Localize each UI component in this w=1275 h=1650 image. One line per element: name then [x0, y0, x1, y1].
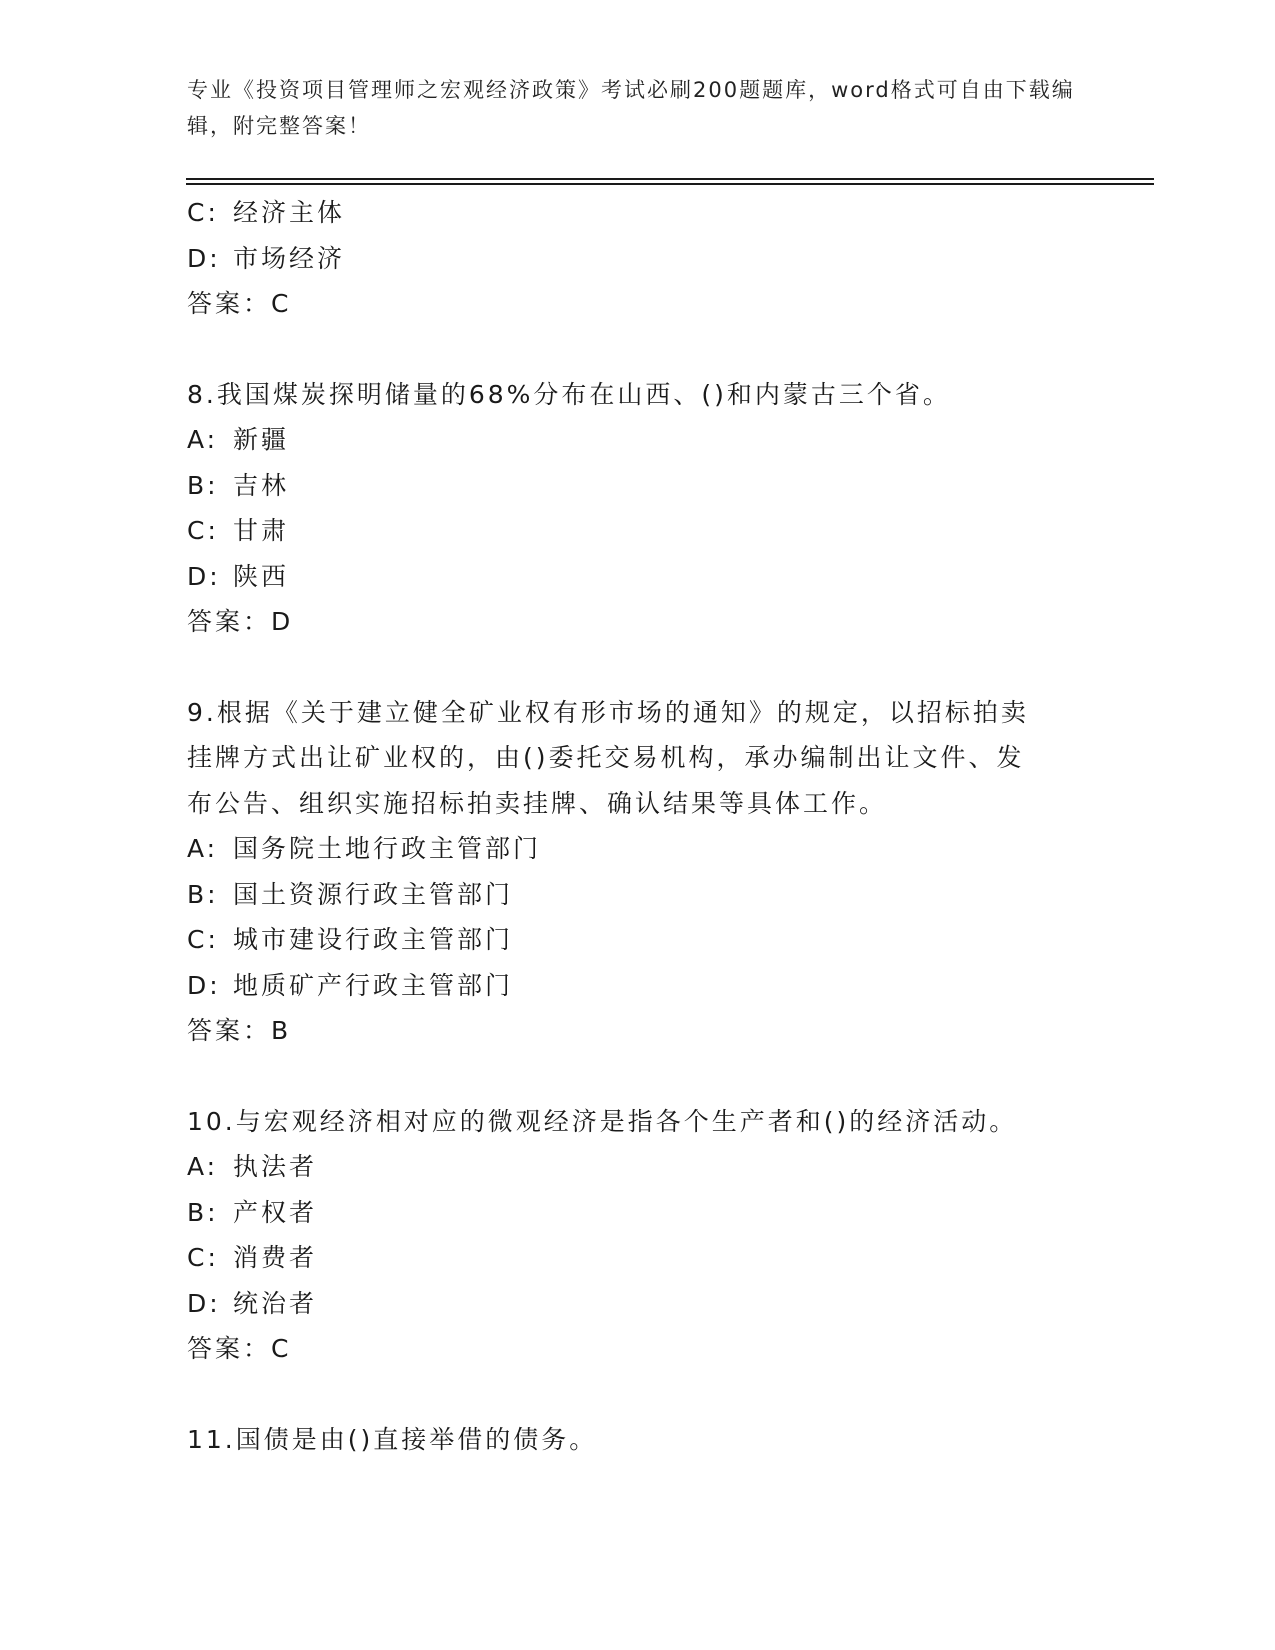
- option-a: [187, 826, 1067, 872]
- option-a: [187, 417, 1067, 463]
- option-c: [187, 1235, 1067, 1281]
- option-text: 吉林: [233, 470, 290, 500]
- question-text: 10.与宏观经济相对应的微观经济是指各个生产者和()的经济活动。: [187, 1106, 1018, 1136]
- header-divider-top: [186, 178, 1154, 180]
- option-c: [187, 917, 1067, 963]
- option-text: 市场经济: [233, 243, 346, 273]
- option-d: [187, 236, 1067, 282]
- question-9: [187, 690, 1067, 1054]
- option-c: [187, 190, 1067, 236]
- option-text: 国务院土地行政主管部门: [233, 834, 542, 863]
- option-label: A:: [187, 425, 219, 454]
- option-label: A:: [187, 834, 219, 863]
- option-label: C:: [187, 1243, 219, 1272]
- answer: 答案：C: [187, 1334, 292, 1363]
- option-label: D:: [187, 243, 221, 273]
- option-label: C:: [187, 925, 219, 954]
- question-text: 8.我国煤炭探明储量的68%分布在山西、()和内蒙古三个省。: [187, 379, 951, 409]
- option-d: [187, 554, 1067, 600]
- answer: 答案：C: [187, 289, 292, 318]
- option-text: 产权者: [233, 1197, 318, 1227]
- option-b: [187, 872, 1067, 918]
- question-text: 11.国债是由()直接举借的债务。: [187, 1424, 598, 1454]
- document-header: 专业《投资项目管理师之宏观经济政策》考试必刷200题题库，word格式可自由下载编辑，附完整答案！: [187, 78, 1075, 138]
- option-label: A:: [187, 1152, 219, 1181]
- option-label: C:: [187, 516, 219, 545]
- option-text: 陕西: [233, 561, 290, 591]
- option-text: 地质矿产行政主管部门: [233, 970, 514, 1000]
- option-text: 经济主体: [233, 198, 346, 227]
- option-label: B:: [187, 879, 219, 909]
- question-text-line-2: 挂牌方式出让矿业权的，由()委托交易机构，承办编制出让文件、发: [187, 743, 1025, 772]
- answer: 答案：B: [187, 1016, 292, 1045]
- option-text: 新疆: [233, 425, 290, 454]
- option-text: 消费者: [233, 1243, 318, 1272]
- option-b: [187, 463, 1067, 509]
- question-text-line-3: 布公告、组织实施招标拍卖挂牌、确认结果等具体工作。: [187, 788, 888, 818]
- option-text: 城市建设行政主管部门: [233, 925, 514, 954]
- option-label: B:: [187, 1197, 219, 1227]
- option-label: B:: [187, 470, 219, 500]
- question-11: [187, 1417, 1067, 1463]
- question-8: [187, 372, 1067, 645]
- question-10: [187, 1099, 1067, 1372]
- question-7-continued: [187, 190, 1067, 327]
- option-b: [187, 1190, 1067, 1236]
- option-d: [187, 963, 1067, 1009]
- option-a: [187, 1144, 1067, 1190]
- option-c: [187, 508, 1067, 554]
- option-text: 统治者: [233, 1288, 318, 1318]
- header-divider-bottom: [186, 183, 1154, 185]
- question-list: [187, 190, 1067, 1462]
- option-text: 甘肃: [233, 516, 290, 545]
- answer: 答案：D: [187, 607, 294, 636]
- option-label: D:: [187, 561, 221, 591]
- option-text: 执法者: [233, 1152, 318, 1181]
- question-text-line-1: 9.根据《关于建立健全矿业权有形市场的通知》的规定，以招标拍卖: [187, 697, 1029, 727]
- option-label: D:: [187, 970, 221, 1000]
- option-label: D:: [187, 1288, 221, 1318]
- option-label: C:: [187, 198, 219, 227]
- option-text: 国土资源行政主管部门: [233, 879, 514, 909]
- option-d: [187, 1281, 1067, 1327]
